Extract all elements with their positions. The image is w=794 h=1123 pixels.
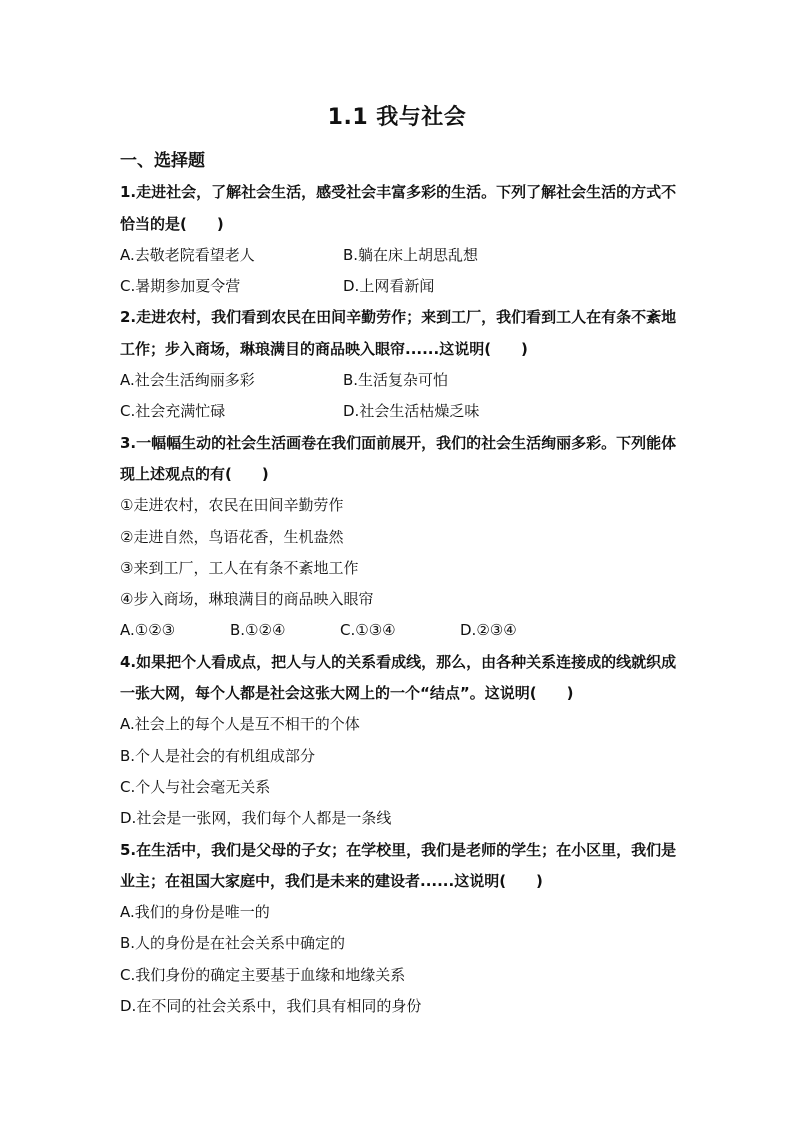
question-4-option-a: A.社会上的每个人是互不相干的个体 <box>120 715 360 734</box>
question-4-option-d: D.社会是一张网，我们每个人都是一条线 <box>120 809 392 828</box>
question-2-options-row-1 <box>120 365 680 396</box>
question-3-item-3: ③来到工厂，工人在有条不紊地工作 <box>120 558 359 577</box>
question-5-stem: 5.在生活中，我们是父母的子女；在学校里，我们是老师的学生；在小区里，我们是业主；在祖国大家庭中，我们是未来的建设者......这说明( ) <box>120 840 677 890</box>
question-1-option-d: D.上网看新闻 <box>343 277 435 296</box>
question-3-item-1: ①走进农村，农民在田间辛勤劳作 <box>120 496 344 515</box>
question-3-item-2: ②走进自然，鸟语花香，生机盎然 <box>120 527 344 546</box>
question-1-stem: 1.走进社会，了解社会生活，感受社会丰富多彩的生活。下列了解社会生活的方式不恰当的是( ) <box>120 183 677 233</box>
question-4-option-b: B.个人是社会的有机组成部分 <box>120 746 316 765</box>
question-3-stem: 3.一幅幅生动的社会生活画卷在我们面前展开，我们的社会生活绚丽多彩。下列能体现上述观点的有( ) <box>120 433 677 483</box>
question-2-stem: 2.走进农村，我们看到农民在田间辛勤劳作；来到工厂，我们看到工人在有条不紊地工作；步入商场，琳琅满目的商品映入眼帘......这说明( ) <box>120 308 677 358</box>
question-3-item-4: ④步入商场，琳琅满目的商品映入眼帘 <box>120 590 374 609</box>
question-4-stem: 4.如果把个人看成点，把人与人的关系看成线，那么，由各种关系连接成的线就织成一张大网，每个人都是社会这张大网上的一个“结点”。这说明( ) <box>120 652 677 703</box>
question-1-option-c: C.暑期参加夏令营 <box>120 277 241 296</box>
question-5-option-d: D.在不同的社会关系中，我们具有相同的身份 <box>120 997 422 1016</box>
section-title: 一、选择题 <box>120 151 205 171</box>
question-3-option-c: C.①③④ <box>340 621 396 640</box>
question-1-option-b: B.躺在床上胡思乱想 <box>343 245 479 264</box>
question-1-options-row-1 <box>120 240 680 271</box>
question-3-options <box>120 615 680 646</box>
question-5-option-a: A.我们的身份是唯一的 <box>120 903 270 922</box>
question-1-option-a: A.去敬老院看望老人 <box>120 245 255 264</box>
question-5-option-c: C.我们身份的确定主要基于血缘和地缘关系 <box>120 965 406 984</box>
document-title: 1.1 我与社会 <box>327 105 467 130</box>
question-2-options-row-2 <box>120 396 680 427</box>
question-5-option-b: B.人的身份是在社会关系中确定的 <box>120 934 346 953</box>
question-3-option-b: B.①②④ <box>230 621 286 640</box>
question-3-option-d: D.②③④ <box>460 621 517 640</box>
question-2-option-b: B.生活复杂可怕 <box>343 371 449 390</box>
question-1-options-row-2 <box>120 271 680 302</box>
question-3-option-a: A.①②③ <box>120 621 176 640</box>
question-2-option-d: D.社会生活枯燥乏味 <box>343 402 480 421</box>
question-2-option-c: C.社会充满忙碌 <box>120 402 226 421</box>
question-2-option-a: A.社会生活绚丽多彩 <box>120 371 255 390</box>
question-content <box>120 146 680 1022</box>
question-4-option-c: C.个人与社会毫无关系 <box>120 777 271 796</box>
